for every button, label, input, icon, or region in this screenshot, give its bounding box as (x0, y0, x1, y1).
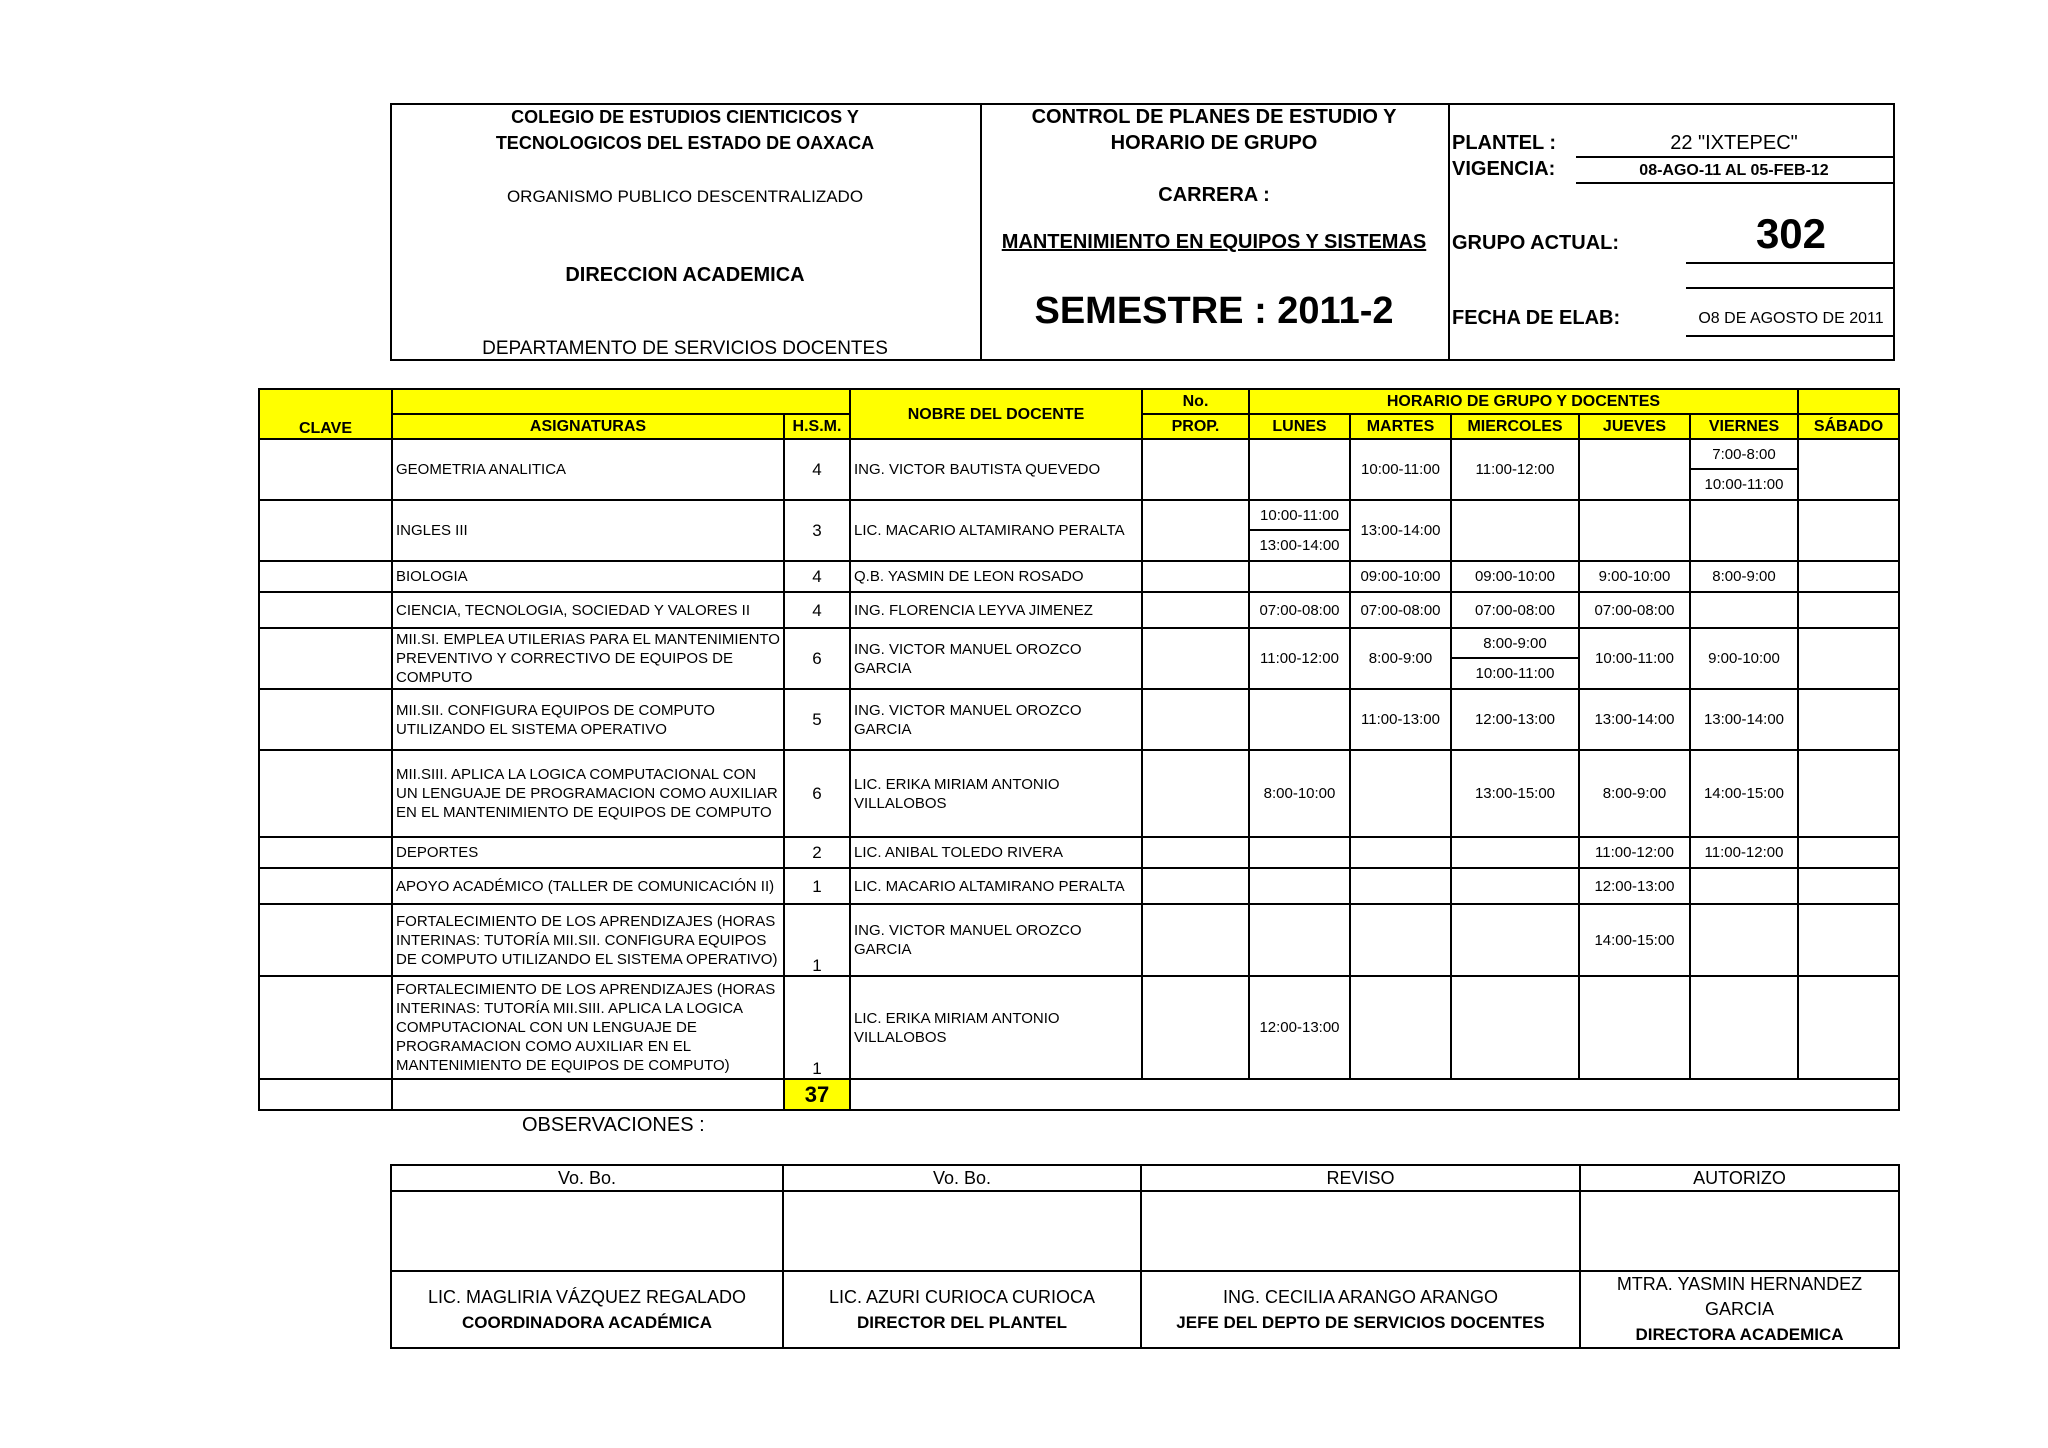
table-row (259, 592, 1899, 628)
jueves-cell: 8:00-9:00 (1579, 750, 1690, 837)
subject-cell: MII.SIII. APLICA LA LOGICA COMPUTACIONAL CON UN LENGUAJE DE PROGRAMACION COMO AUXILIAR EN EL MANTENIMIENTO DE EQUIPOS DE COMPUTO (392, 750, 784, 837)
carrera-label: CARRERA : (1158, 184, 1270, 206)
teacher-cell: LIC. MACARIO ALTAMIRANO PERALTA (850, 500, 1142, 561)
subject-cell: MII.SII. CONFIGURA EQUIPOS DE COMPUTO UTILIZANDO EL SISTEMA OPERATIVO (392, 689, 784, 750)
signature-space (1580, 1191, 1899, 1271)
teacher-cell: LIC. ERIKA MIRIAM ANTONIO VILLALOBOS (850, 750, 1142, 837)
signature-space (1141, 1191, 1580, 1271)
time-slot: 10:00-11:00 (1704, 476, 1784, 493)
header-hsm: H.S.M. (784, 414, 850, 439)
signatory-name: LIC. AZURI CURIOCA CURIOCA (828, 1286, 1096, 1307)
miercoles-cell (1451, 628, 1579, 689)
subject-cell: GEOMETRIA ANALITICA (392, 439, 784, 500)
observaciones-label: OBSERVACIONES : (522, 1114, 705, 1136)
time-slot: 10:00-11:00 (1250, 501, 1349, 531)
header-divider (1448, 105, 1450, 359)
departamento: DEPARTAMENTO DE SERVICIOS DOCENTES (482, 338, 888, 359)
signature-title: REVISO (1141, 1165, 1580, 1191)
header-asignaturas: ASIGNATURAS (392, 414, 784, 439)
time-slot: 7:00-8:00 (1691, 440, 1797, 470)
header-martes: MARTES (1350, 414, 1451, 439)
control-line1: CONTROL DE PLANES DE ESTUDIO Y (1031, 106, 1397, 128)
plantel: 22 "IXTEPEC" (1670, 132, 1798, 154)
rule (1686, 262, 1894, 264)
time-slot: 8:00-9:00 (1452, 629, 1578, 659)
hsm-cell: 4 (784, 439, 850, 500)
control-line2: HORARIO DE GRUPO (1110, 132, 1318, 154)
fecha-label: FECHA DE ELAB: (1452, 307, 1621, 329)
organismo: ORGANISMO PUBLICO DESCENTRALIZADO (506, 187, 864, 206)
rule (1686, 287, 1894, 289)
total-row (259, 1079, 1899, 1110)
table-row (259, 837, 1899, 868)
martes-cell: 07:00-08:00 (1350, 592, 1451, 628)
signature-space (783, 1191, 1141, 1271)
hsm-cell: 3 (784, 500, 850, 561)
signatory-role: DIRECTOR DEL PLANTEL (857, 1312, 1067, 1332)
table-row (259, 868, 1899, 904)
subject-cell: INGLES III (392, 500, 784, 561)
jueves-cell: 13:00-14:00 (1579, 689, 1690, 750)
signatory-name: LIC. MAGLIRIA VÁZQUEZ REGALADO (427, 1286, 747, 1307)
signatory (1141, 1271, 1580, 1348)
martes-cell: 11:00-13:00 (1350, 689, 1451, 750)
table-row (259, 750, 1899, 837)
subject-cell: DEPORTES (392, 837, 784, 868)
signatory (1580, 1271, 1899, 1348)
signature-space (391, 1191, 783, 1271)
viernes-cell: 11:00-12:00 (1690, 837, 1798, 868)
viernes-cell: 9:00-10:00 (1690, 628, 1798, 689)
teacher-cell: ING. VICTOR BAUTISTA QUEVEDO (850, 439, 1142, 500)
header-blank (1798, 389, 1899, 414)
teacher-cell: LIC. MACARIO ALTAMIRANO PERALTA (850, 868, 1142, 904)
signatory-role: COORDINADORA ACADÉMICA (462, 1312, 712, 1332)
teacher-cell: ING. VICTOR MANUEL OROZCO GARCIA (850, 628, 1142, 689)
martes-cell: 10:00-11:00 (1350, 439, 1451, 500)
semestre: SEMESTRE : 2011-2 (1034, 290, 1394, 332)
jueves-cell: 12:00-13:00 (1579, 868, 1690, 904)
viernes-cell: 14:00-15:00 (1690, 750, 1798, 837)
vigencia-label: VIGENCIA: (1452, 158, 1556, 180)
hsm-cell: 1 (784, 868, 850, 904)
lunes-cell: 07:00-08:00 (1249, 592, 1350, 628)
signature-title: Vo. Bo. (783, 1165, 1141, 1191)
signatory-name: ING. CECILIA ARANGO ARANGO (1222, 1286, 1499, 1307)
lunes-cell: 12:00-13:00 (1249, 976, 1350, 1079)
hsm-cell: 5 (784, 689, 850, 750)
miercoles-cell: 11:00-12:00 (1451, 439, 1579, 500)
jueves-cell: 9:00-10:00 (1579, 561, 1690, 592)
institution-line1: COLEGIO DE ESTUDIOS CIENTICICOS Y (511, 107, 859, 127)
teacher-cell: Q.B. YASMIN DE LEON ROSADO (850, 561, 1142, 592)
subject-cell: FORTALECIMIENTO DE LOS APRENDIZAJES (HORAS INTERINAS: TUTORÍA MII.SII. CONFIGURA EQUIPOS DE COMPUTO UTILIZANDO EL SISTEMA OPERATIVO) (392, 904, 784, 976)
grupo: 302 (1755, 210, 1827, 257)
direccion: DIRECCION ACADEMICA (565, 264, 805, 286)
hsm-cell: 6 (784, 628, 850, 689)
table-row (259, 904, 1899, 976)
signatory-role: DIRECTORA ACADEMICA (1635, 1325, 1844, 1344)
subject-cell: MII.SI. EMPLEA UTILERIAS PARA EL MANTENIMIENTO PREVENTIVO Y CORRECTIVO DE EQUIPOS DE COMPUTO (392, 628, 784, 689)
header-docente: NOBRE DEL DOCENTE (850, 389, 1142, 439)
header-jueves: JUEVES (1579, 414, 1690, 439)
lunes-cell: 8:00-10:00 (1249, 750, 1350, 837)
subject-cell: APOYO ACADÉMICO (TALLER DE COMUNICACIÓN II) (392, 868, 784, 904)
jueves-cell: 10:00-11:00 (1579, 628, 1690, 689)
plantel-label: PLANTEL : (1452, 132, 1557, 154)
table-row (259, 976, 1899, 1079)
signature-table (390, 1164, 1900, 1349)
carrera: MANTENIMIENTO EN EQUIPOS Y SISTEMAS (1001, 231, 1427, 253)
fecha: O8 DE AGOSTO DE 2011 (1698, 310, 1884, 327)
viernes-cell (1690, 439, 1798, 500)
viernes-cell: 8:00-9:00 (1690, 561, 1798, 592)
signatory-role: JEFE DEL DEPTO DE SERVICIOS DOCENTES (1176, 1312, 1545, 1332)
teacher-cell: LIC. ANIBAL TOLEDO RIVERA (850, 837, 1142, 868)
vigencia: 08-AGO-11 AL 05-FEB-12 (1639, 162, 1829, 179)
header-no: No. (1142, 389, 1249, 414)
jueves-cell: 14:00-15:00 (1579, 904, 1690, 976)
jueves-cell: 07:00-08:00 (1579, 592, 1690, 628)
signatory (391, 1271, 783, 1348)
header-viernes: VIERNES (1690, 414, 1798, 439)
miercoles-cell: 13:00-15:00 (1451, 750, 1579, 837)
teacher-cell: ING. FLORENCIA LEYVA JIMENEZ (850, 592, 1142, 628)
hsm-cell: 1 (784, 976, 850, 1079)
header-prop: PROP. (1142, 414, 1249, 439)
miercoles-cell: 07:00-08:00 (1451, 592, 1579, 628)
total-hsm: 37 (784, 1079, 850, 1110)
rule (1686, 335, 1894, 337)
hsm-cell: 2 (784, 837, 850, 868)
signatory-name: MTRA. YASMIN HERNANDEZ GARCIA (1616, 1274, 1863, 1319)
time-slot: 10:00-11:00 (1475, 665, 1555, 682)
header-miercoles: MIERCOLES (1451, 414, 1579, 439)
subject-cell: CIENCIA, TECNOLOGIA, SOCIEDAD Y VALORES II (392, 592, 784, 628)
table-row (259, 439, 1899, 500)
header-clave: CLAVE (259, 389, 392, 439)
header-lunes: LUNES (1249, 414, 1350, 439)
institution-line2: TECNOLOGICOS DEL ESTADO DE OAXACA (495, 133, 875, 153)
hsm-cell: 4 (784, 592, 850, 628)
header-sabado: SÁBADO (1798, 414, 1899, 439)
header-blank (392, 389, 850, 414)
lunes-cell: 11:00-12:00 (1249, 628, 1350, 689)
time-slot: 13:00-14:00 (1259, 537, 1340, 554)
signature-title: Vo. Bo. (391, 1165, 783, 1191)
signature-title: AUTORIZO (1580, 1165, 1899, 1191)
rule (1576, 182, 1894, 184)
table-row (259, 689, 1899, 750)
martes-cell: 13:00-14:00 (1350, 500, 1451, 561)
miercoles-cell: 09:00-10:00 (1451, 561, 1579, 592)
table-row (259, 628, 1899, 689)
lunes-cell (1249, 500, 1350, 561)
miercoles-cell: 12:00-13:00 (1451, 689, 1579, 750)
table-row (259, 561, 1899, 592)
hsm-cell: 4 (784, 561, 850, 592)
martes-cell: 09:00-10:00 (1350, 561, 1451, 592)
grupo-label: GRUPO ACTUAL: (1452, 232, 1620, 254)
teacher-cell: LIC. ERIKA MIRIAM ANTONIO VILLALOBOS (850, 976, 1142, 1079)
subject-cell: BIOLOGIA (392, 561, 784, 592)
schedule-table (258, 388, 1900, 1111)
hsm-cell: 6 (784, 750, 850, 837)
signatory (783, 1271, 1141, 1348)
header-horario: HORARIO DE GRUPO Y DOCENTES (1249, 389, 1798, 414)
hsm-cell: 1 (784, 904, 850, 976)
viernes-cell: 13:00-14:00 (1690, 689, 1798, 750)
rule (1576, 156, 1894, 158)
jueves-cell: 11:00-12:00 (1579, 837, 1690, 868)
teacher-cell: ING. VICTOR MANUEL OROZCO GARCIA (850, 689, 1142, 750)
subject-cell: FORTALECIMIENTO DE LOS APRENDIZAJES (HORAS INTERINAS: TUTORÍA MII.SIII. APLICA LA LOGICA COMPUTACIONAL CON UN LENGUAJE DE PROGRAMACION COMO AUXILIAR EN EL MANTENIMIENTO DE EQUIPOS DE COMPUTO) (392, 976, 784, 1079)
martes-cell: 8:00-9:00 (1350, 628, 1451, 689)
teacher-cell: ING. VICTOR MANUEL OROZCO GARCIA (850, 904, 1142, 976)
table-row (259, 500, 1899, 561)
